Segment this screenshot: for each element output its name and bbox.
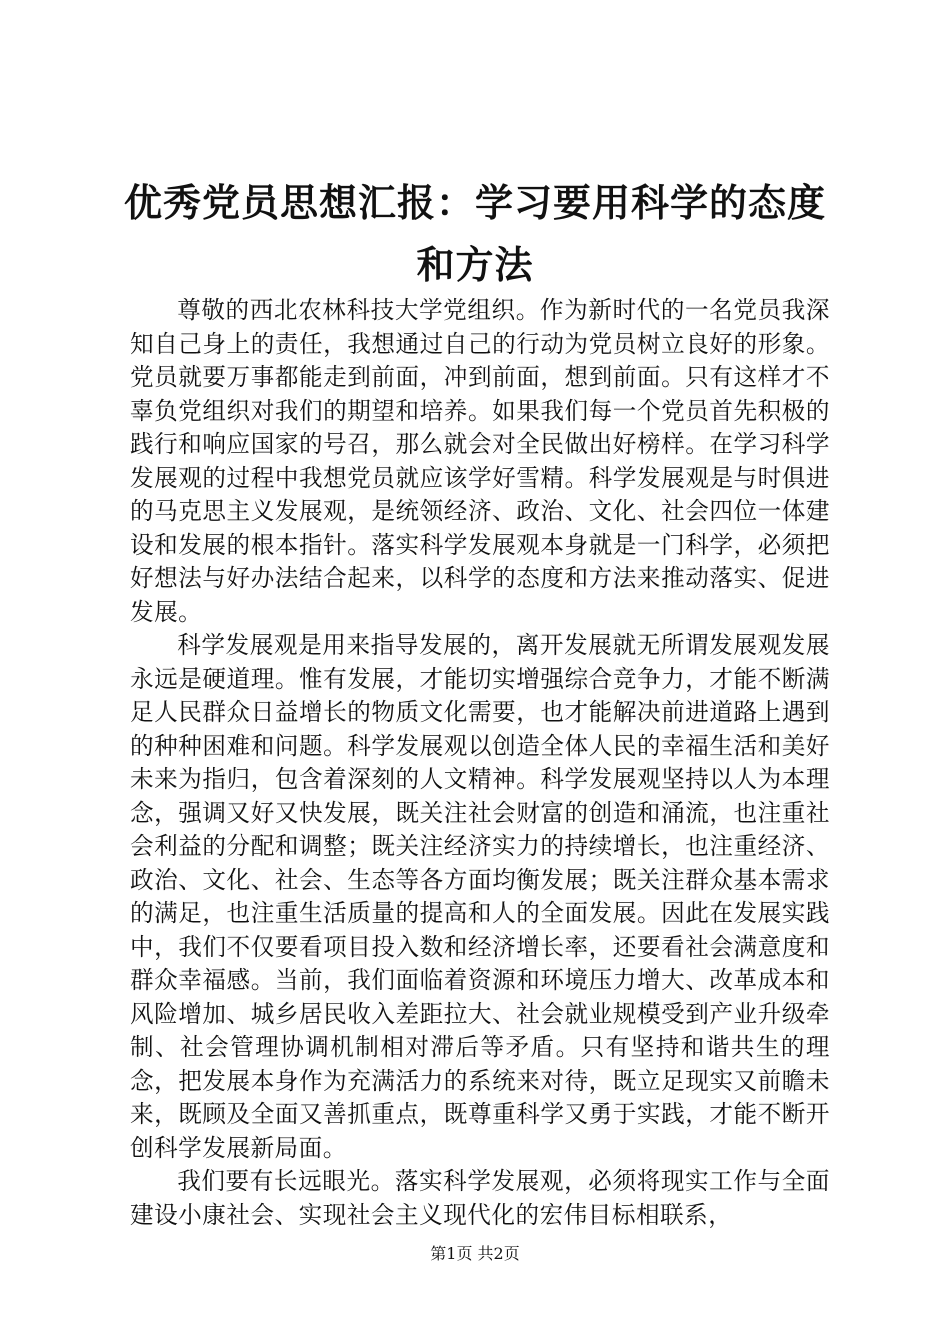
document-body [130,294,830,1232]
page-footer [0,1243,950,1265]
paragraph-2: 科学发展观是用来指导发展的，离开发展就无所谓发展观发展永远是硬道理。惟有发展，才能切实增强综合竞争力，才能不断满足人民群众日益增长的物质文化需要，也才能解决前进道路上遇到的种种困难和问题。科学发展观以创造全体人民的幸福生活和美好未来为指归，包含着深刻的人文精神。科学发展观坚持以人为本理念，强调又好又快发展，既关注社会财富的创造和涌流，也注重社会利益的分配和调整；既关注经济实力的持续增长，也注重经济、政治、文化、社会、生态等各方面均衡发展；既关注群众基本需求的满足，也注重生活质量的提高和人的全面发展。因此在发展实践中，我们不仅要看项目投入数和经济增长率，还要看社会满意度和群众幸福感。当前，我们面临着资源和环境压力增大、改革成本和风险增加、城乡居民收入差距拉大、社会就业规模受到产业升级牵制、社会管理协调机制相对滞后等矛盾。只有坚持和谐共生的理念，把发展本身作为充满活力的系统来对待，既立足现实又前瞻未来，既顾及全面又善抓重点，既尊重科学又勇于实践，才能不断开创科学发展新局面。 [130,631,830,1162]
paragraph-1: 尊敬的西北农林科技大学党组织。作为新时代的一名党员我深知自己身上的责任，我想通过自己的行动为党员树立良好的形象。党员就要万事都能走到前面，冲到前面，想到前面。只有这样才不辜负党组织对我们的期望和培养。如果我们每一个党员首先积极的践行和响应国家的号召，那么就会对全民做出好榜样。在学习科学发展观的过程中我想党员就应该学好雪精。科学发展观是与时俱进的马克思主义发展观，是统领经济、政治、文化、社会四位一体建设和发展的根本指针。落实科学发展观本身就是一门科学，必须把好想法与好办法结合起来，以科学的态度和方法来推动落实、促进发展。 [130,296,830,626]
document-title: 优秀党员思想汇报：学习要用科学的态度和方法 [123,180,826,287]
page-number: 第1页 共2页 [430,1244,520,1263]
paragraph-3: 我们要有长远眼光。落实科学发展观，必须将现实工作与全面建设小康社会、实现社会主义现代化的宏伟目标相联系， [130,1167,830,1229]
